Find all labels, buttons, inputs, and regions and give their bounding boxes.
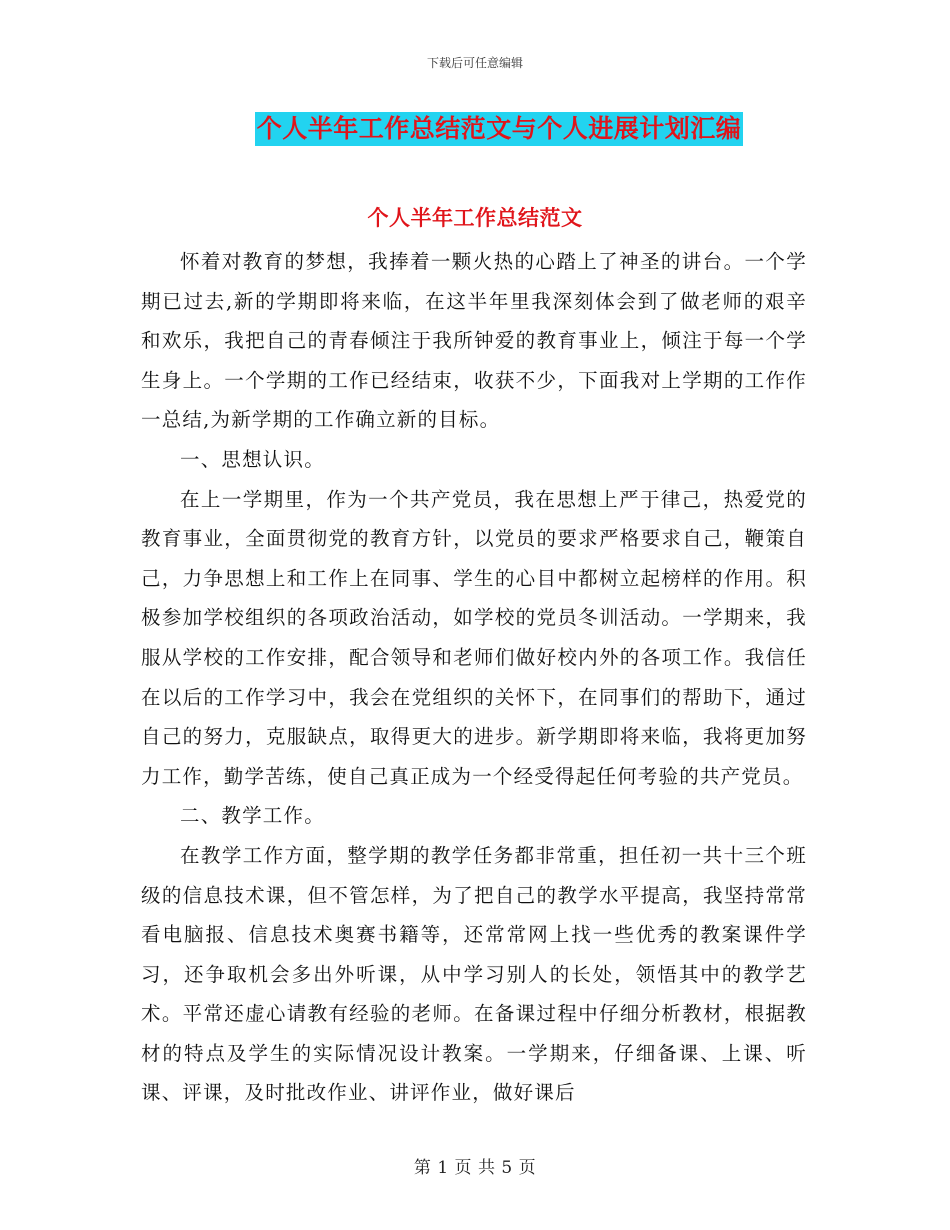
header-note: 下载后可任意编辑 bbox=[426, 56, 523, 70]
paragraph-ideology: 在上一学期里，作为一个共产党员，我在思想上严于律己，热爱党的教育事业，全面贯彻党的教育方针，以党员的要求严格要求自己，鞭策自己，力争思想上和工作上在同事、学生的心目中都树立起榜样的作用。积极参加学校组织的各项政治活动，如学校的党员冬训活动。一学期来，我服从学校的工作安排，配合领导和老师们做好校内外的各项工作。我信任在以后的工作学习中，我会在党组织的关怀下，在同事们的帮助下，通过自己的努力，克服缺点，取得更大的进步。新学期即将来临，我将更加努力工作，勤学苦练，使自己真正成为一个经受得起任何考验的共产党员。 bbox=[141, 487, 807, 788]
section-title: 个人半年工作总结范文 bbox=[367, 205, 583, 230]
main-title-container bbox=[0, 112, 950, 146]
section-heading-teaching: 二、教学工作。 bbox=[180, 804, 325, 828]
section-heading-ideology: 一、思想认识。 bbox=[180, 447, 325, 471]
paragraph-teaching: 在教学工作方面，整学期的教学任务都非常重，担任初一共十三个班级的信息技术课，但不管怎样，为了把自己的教学水平提高，我坚持常常看电脑报、信息技术奥赛书籍等，还常常网上找一些优秀的教案课件学习，还争取机会多出外听课，从中学习别人的长处，领悟其中的教学艺术。平常还虚心请教有经验的老师。在备课过程中仔细分析教材，根据教材的特点及学生的实际情况设计教案。一学期来，仔细备课、上课、听课、评课，及时批改作业、讲评作业，做好课后 bbox=[141, 843, 807, 1105]
document-body bbox=[141, 242, 807, 1113]
main-title: 个人半年工作总结范文与个人进展计划汇编 bbox=[255, 112, 744, 146]
paragraph-intro: 怀着对教育的梦想，我捧着一颗火热的心踏上了神圣的讲台。一个学期已过去,新的学期即将来临，在这半年里我深刻体会到了做老师的艰辛和欢乐，我把自己的青春倾注于我所钟爱的教育事业上，倾注于每一个学生身上。一个学期的工作已经结束，收获不少，下面我对上学期的工作作一总结,为新学期的工作确立新的目标。 bbox=[141, 250, 807, 432]
page-number: 第 1 页 共 5 页 bbox=[413, 1158, 537, 1178]
